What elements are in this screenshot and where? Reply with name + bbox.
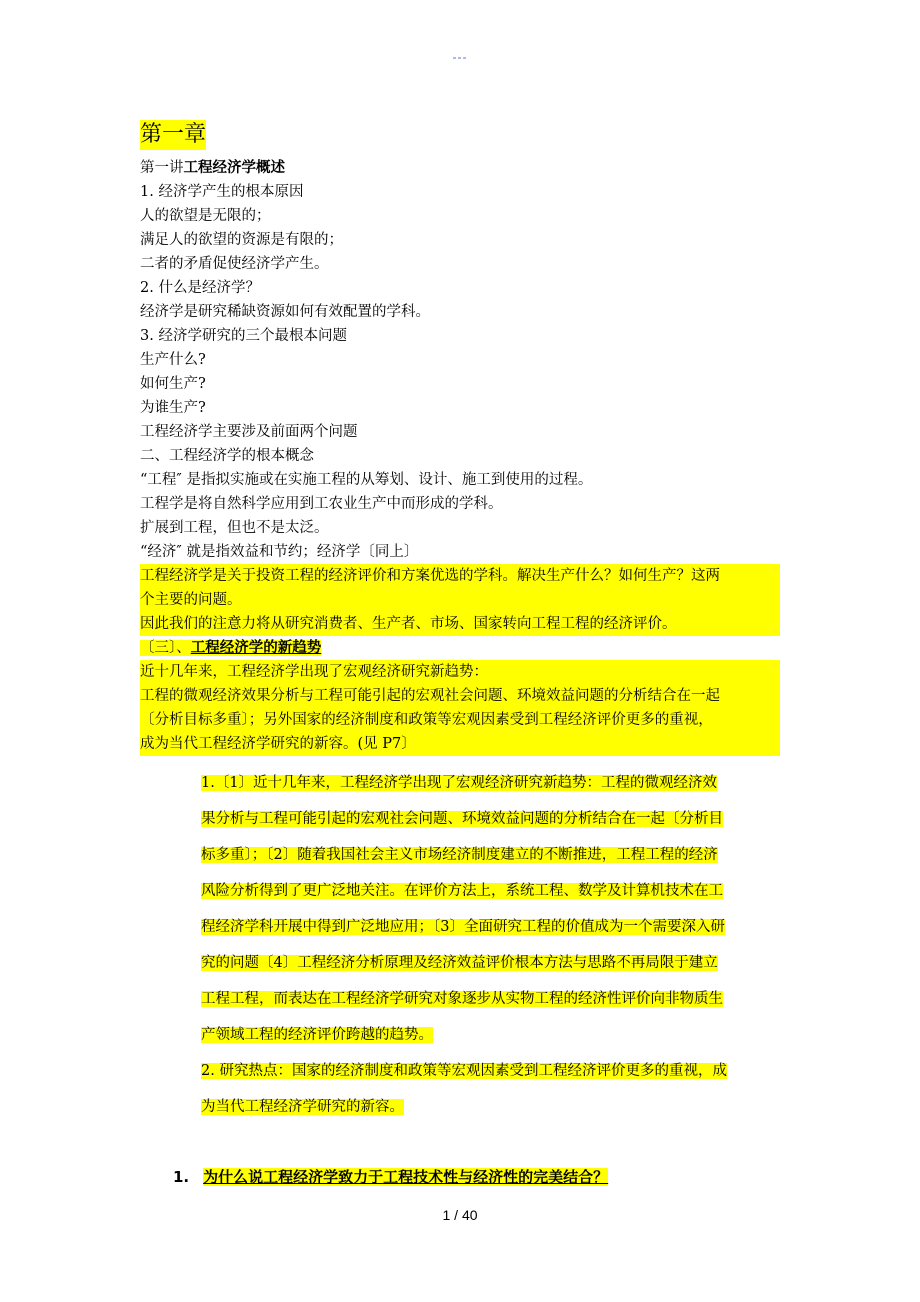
list-line: 究的问题〔4〕工程经济分析原理及经济效益评价根本方法与思路不再局限于建立 bbox=[201, 955, 718, 971]
header-mark: --- bbox=[452, 50, 468, 64]
text-line: “经济″ 就是指效益和节约；经济学〔同上〕 bbox=[140, 544, 419, 560]
indented-list bbox=[201, 765, 781, 1125]
document-body bbox=[140, 120, 780, 756]
text-line: 扩展到工程，但也不是太泛。 bbox=[140, 520, 329, 536]
list-line: 风险分析得到了更广泛地关注。在评价方法上，系统工程、数学及计算机技术在工 bbox=[201, 883, 723, 899]
list-line: 果分析与工程可能引起的宏观社会问题、环境效益问题的分析结合在一起〔分析目 bbox=[201, 811, 723, 827]
text-line: 为谁生产? bbox=[140, 400, 206, 416]
lecture-prefix: 第一讲 bbox=[140, 160, 184, 176]
section-heading bbox=[140, 636, 780, 660]
list-line: 产领域工程的经济评价跨越的趋势。 bbox=[201, 1027, 433, 1043]
list-line: 标多重〕；〔2〕随着我国社会主义市场经济制度建立的不断推进，工程工程的经济 bbox=[201, 847, 718, 863]
highlighted-paragraph bbox=[140, 660, 780, 756]
text-line: 3. 经济学研究的三个最根本问题 bbox=[140, 328, 347, 344]
text-line: 工程经济学主要涉及前面两个问题 bbox=[140, 424, 358, 440]
text-line: 二者的矛盾促使经济学产生。 bbox=[140, 256, 329, 272]
list-line: 1.〔1〕近十几年来，工程经济学出现了宏观经济研究新趋势：工程的微观经济效 bbox=[201, 775, 718, 791]
list-line: 为当代工程经济学研究的新容。 bbox=[201, 1099, 404, 1115]
text-line: 1. 经济学产生的根本原因 bbox=[140, 184, 304, 200]
text-line: 经济学是研究稀缺资源如何有效配置的学科。 bbox=[140, 304, 430, 320]
section-title: 工程经济学的新趋势 bbox=[190, 640, 322, 656]
text-line: 成为当代工程经济学研究的新容。(见 P7〕 bbox=[140, 736, 416, 752]
text-line: 因此我们的注意力将从研究消费者、生产者、市场、国家转向工程工程的经济评价。 bbox=[140, 616, 677, 632]
page-number: 1 / 40 bbox=[442, 1207, 478, 1223]
list-line: 程经济学科开展中得到广泛地应用；〔3〕全面研究工程的价值成为一个需要深入研 bbox=[201, 919, 725, 935]
text-line: “工程″ 是指拟实施或在实施工程的从筹划、设计、施工到使用的过程。 bbox=[140, 472, 593, 488]
lecture-title: 工程经济学概述 bbox=[183, 160, 285, 176]
text-line: 工程的微观经济效果分析与工程可能引起的宏观社会问题、环境效益问题的分析结合在一起 bbox=[140, 688, 720, 704]
text-line: 2. 什么是经济学？ bbox=[140, 280, 260, 296]
text-line: 二、工程经济学的根本概念 bbox=[140, 448, 314, 464]
highlighted-paragraph bbox=[140, 612, 780, 636]
text-line: 近十几年来，工程经济学出现了宏观经济研究新趋势： bbox=[140, 664, 488, 680]
question-heading bbox=[173, 1166, 608, 1187]
list-line: 2. 研究热点：国家的经济制度和政策等宏观因素受到工程经济评价更多的重视，成 bbox=[201, 1063, 727, 1079]
text-line: 工程经济学是关于投资工程的经济评价和方案优选的学科。解决生产什么？如何生产？这两 bbox=[140, 568, 720, 584]
question-number: 1. bbox=[173, 1168, 190, 1186]
chapter-title: 第一章 bbox=[140, 120, 206, 150]
highlighted-paragraph bbox=[140, 564, 780, 612]
list-line: 工程工程，而表达在工程经济学研究对象逐步从实物工程的经济性评价向非物质生 bbox=[201, 991, 723, 1007]
text-line: 〔分析目标多重〕；另外国家的经济制度和政策等宏观因素受到工程经济评价更多的重视， bbox=[140, 712, 713, 728]
lecture-heading bbox=[140, 156, 780, 180]
text-line: 个主要的问题。 bbox=[140, 592, 242, 608]
section-prefix: 〔三〕、 bbox=[140, 640, 191, 656]
text-line: 生产什么? bbox=[140, 352, 206, 368]
question-text: 为什么说工程经济学致力于工程技术性与经济性的完美结合？ bbox=[203, 1168, 609, 1186]
text-line: 满足人的欲望的资源是有限的； bbox=[140, 232, 343, 248]
text-line: 人的欲望是无限的； bbox=[140, 208, 271, 224]
text-line: 工程学是将自然科学应用到工农业生产中而形成的学科。 bbox=[140, 496, 503, 512]
text-line: 如何生产? bbox=[140, 376, 206, 392]
